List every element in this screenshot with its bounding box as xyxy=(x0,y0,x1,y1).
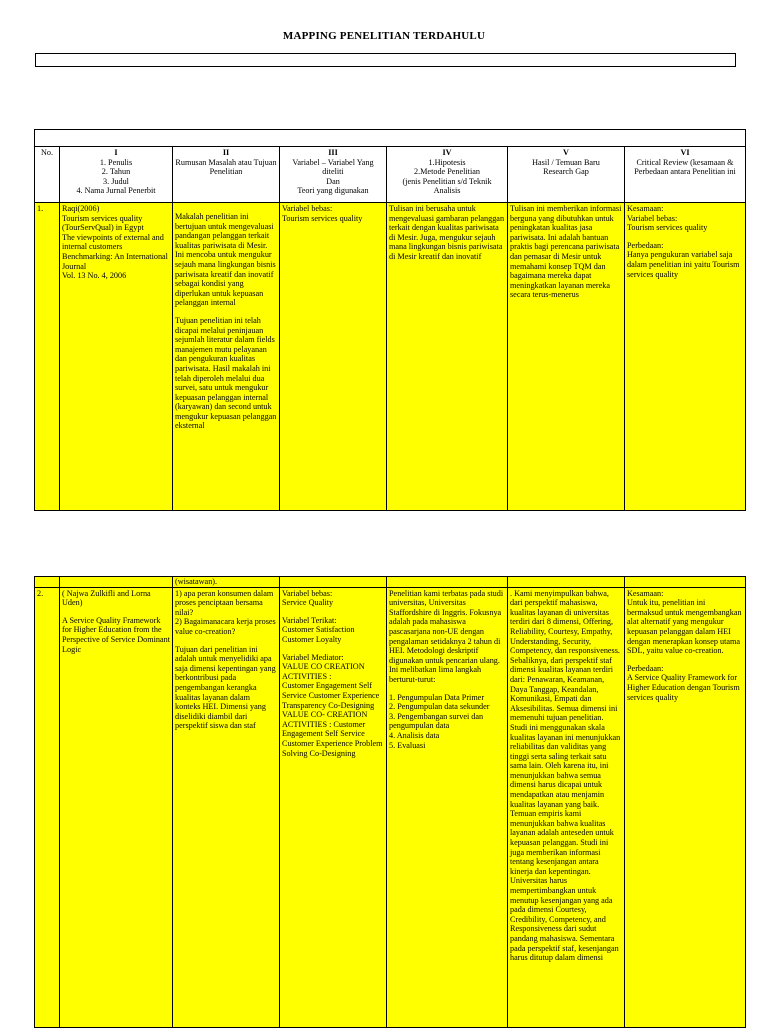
row2-critical-review-cell: Kesamaan: Untuk itu, penelitian ini bermaksud untuk mengembangkan alat alternatif yang mengukur kepuasan pelanggan dalam HEI dengan menerapkan konsep utama SDL, yaitu value co-creation. Perbedaan: A Service Quality Framework for Higher Education dengan Tourism services quality xyxy=(625,587,746,1027)
header-research-question: II Rumusan Masalah atau Tujuan Penelitian xyxy=(173,147,280,203)
row1-variables-cell: Variabel bebas: Tourism services quality xyxy=(280,203,387,511)
header-hypothesis-method: IV 1.Hipotesis 2.Metode Penelitian (jenis Penelitian s/d Teknik Analisis xyxy=(387,147,508,203)
table-caption-box xyxy=(34,129,746,147)
header-no: No. xyxy=(35,147,60,203)
header-author: I 1. Penulis 2. Tahun 3. Judul 4. Nama Jurnal Penerbit xyxy=(60,147,173,203)
row1-research-question-cell: Makalah penelitian ini bertujuan untuk mengevaluasi pandangan pelanggan terkait kualitas pariwisata di Mesir. Ini mencoba untuk mengukur sejauh mana lingkungan bisnis pariwisata kreatif dan inovatif sebagai kondisi yang diperlukan untuk kepuasan pelanggan internal Tujuan penelitian ini telah dicapai melalui peninjauan sejumlah literatur dalam fields manajemen mutu pelayanan dan pengukuran kualitas pariwisata. Hasil makalah ini telah diperoleh melalui dua survei, satu untuk mengukur kepuasan pelanggan internal (karyawan) dan second untuk mengukur kepuasan pelanggan eksternal xyxy=(173,203,280,511)
row1-carryover-text: (wisatawan). xyxy=(173,577,280,588)
row1-author-cell: Raqi(2006) Tourism services quality (TourServQual) in Egypt The viewpoints of external and internal customers Benchmarking: An International Journal Vol. 13 No. 4, 2006 xyxy=(60,203,173,511)
title-underline-box xyxy=(35,53,736,67)
header-variables: III Variabel – Variabel Yang diteliti Dan Teori yang digunakan xyxy=(280,147,387,203)
row1-no: 1. xyxy=(35,203,60,511)
row1-critical-review-cell: Kesamaan: Variabel bebas: Tourism services quality Perbedaan: Hanya pengukuran variabel saja dalam penelitian ini yaitu Tourism services quality xyxy=(625,203,746,511)
row2-findings-cell: . Kami menyimpulkan bahwa, dari perspektif mahasiswa, kualitas layanan di universitas terdiri dari 8 dimensi, Offering, Reliability, Courtesy, Empathy, Understanding, Security, Competency, dan responsiveness. Sebaliknya, dari perspektif staf dimensi kualitas layanan terdiri dari: Penawaran, Keamanan, Daya Tanggap, Keandalan, Komunikasi, Empati dan Aksesibilitas. Semua dimensi ini memenuhi tujuan penelitian. Studi ini menggunakan skala kualitas layanan ini menunjukkan reliabilitas dan validitas yang tinggi serta saling terkait satu sama lain. Oleh karena itu, ini menunjukkan bahwa semua dimensi harus dicapai untuk mendapatkan atau menjamin kualitas layanan yang baik. Temuan empiris kami menunjukkan bahwa kualitas layanan adalah anteseden untuk kepuasan pelanggan. Studi ini juga memberikan informasi tentang kesenjangan antara kinerja dan kepentingan. Universitas harus mempertimbangkan untuk menutup kesenjangan yang ada pada dimensi Courtesy, Credibility, Competency, and Responsiveness dari sudut pandang mahasiswa. Sementara pada perspektif staf, kesenjangan harus ditutup dalam dimensi xyxy=(508,587,625,1027)
row2-variables-cell: Variabel bebas: Service Quality Variabel Terikat: Customer Satisfaction Customer Loyalty Variabel Mediator: VALUE CO CREATION ACTIVITIES : Customer Engagement Self Service Customer Experience Transparency Co-Designing VALUE CO- CREATION ACTIVITIES : Customer Engagement Self Service Customer Experience Problem Solving Co-Designing xyxy=(280,587,387,1027)
row2-hypothesis-cell: Penelitian kami terbatas pada studi universitas, Universitas Staffordshire di Inggris. Fokusnya adalah pada mahasiswa pascasarjana non-UE dengan pengalaman setidaknya 2 tahun di HEI. Metodologi deskriptif digunakan untuk pencarian ulang. Ini melibatkan lima langkah berturut-turut: 1. Pengumpulan Data Primer 2. Pengumpulan data sekunder 3. Pengembangan survei dan pengumpulan data 4. Analisis data 5. Evaluasi xyxy=(387,587,508,1027)
table-header-row xyxy=(35,147,746,203)
table-row xyxy=(35,203,746,511)
header-critical-review: VI Critical Review (kesamaan & Perbedaan antara Penelitian ini xyxy=(625,147,746,203)
table-row xyxy=(35,587,746,1027)
table-continuation-row xyxy=(35,577,746,588)
row2-author-cell: ( Najwa Zulkifli and Lorna Uden) A Service Quality Framework for Higher Education from the Perspective of Service Dominant Logic xyxy=(60,587,173,1027)
row1-findings-cell: Tulisan ini memberikan informasi berguna yang dibutuhkan untuk peningkatan kualitas jasa pariwisata. Ini adalah bantuan praktis bagi perencana pariwisata dan pemasar di Mesir untuk memahami konsep TQM dan bagaimana mereka dapat meningkatkan layanan mereka secara terus-menerus xyxy=(508,203,625,511)
mapping-table-page2 xyxy=(34,576,746,1028)
row2-research-question-cell: 1) apa peran konsumen dalam proses penciptaan bersama nilai? 2) Bagaimanacara kerja proses value co-creation? Tujuan dari penelitian ini adalah untuk menyelidiki apa saja dimensi kepentingan yang berkontribusi pada pengembangan kerangka kualitas layanan dalam konteks HEI. Dimensi yang diselidiki diambil dari perspektif siswa dan staf xyxy=(173,587,280,1027)
mapping-table-page1 xyxy=(34,146,746,511)
page-title: MAPPING PENELITIAN TERDAHULU xyxy=(282,30,486,42)
row1-hypothesis-cell: Tulisan ini berusaha untuk mengevaluasi gambaran pelanggan terkait dengan kualitas pariwisata di Mesir. Juga, mengukur sejauh mana lingkungan bisnis pariwisata di Mesir kreatif dan inovatif xyxy=(387,203,508,511)
header-findings: V Hasil / Temuan Baru Research Gap xyxy=(508,147,625,203)
row2-no: 2. xyxy=(35,587,60,1027)
